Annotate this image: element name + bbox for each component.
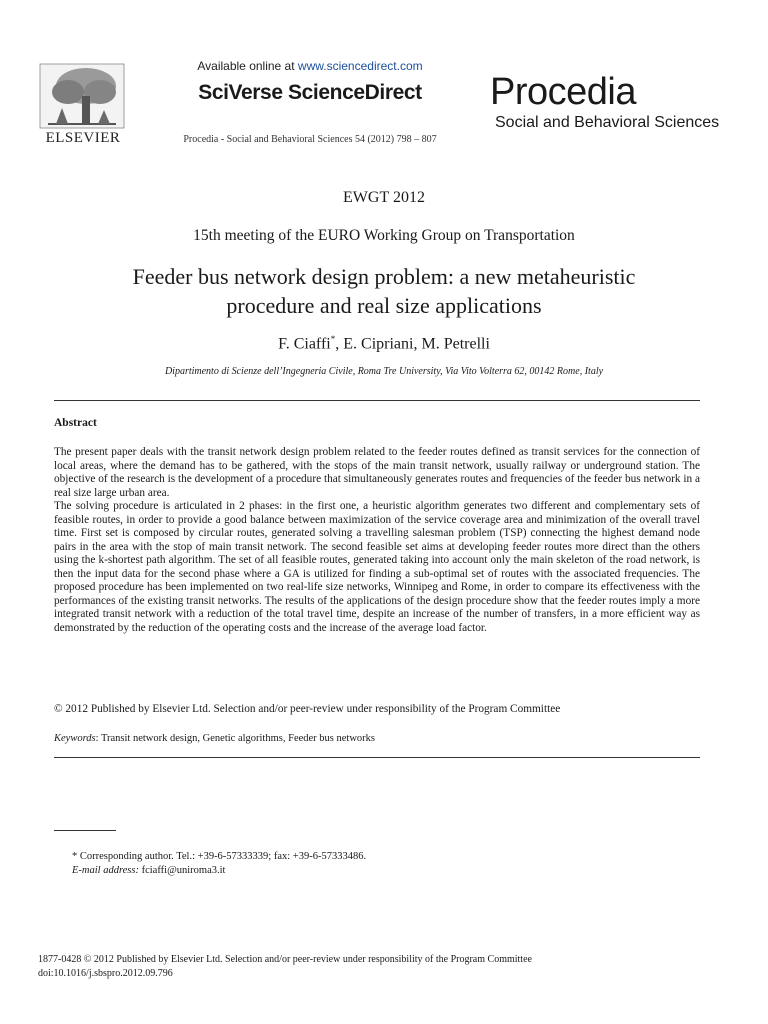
conference-name: EWGT 2012	[343, 189, 425, 206]
email-note	[72, 865, 225, 876]
journal-subtitle: Social and Behavioral Sciences	[495, 114, 720, 131]
abstract-body	[54, 446, 700, 635]
journal-brand: Procedia	[490, 71, 636, 113]
elsevier-wordmark: ELSEVIER	[45, 130, 121, 146]
abstract-heading: Abstract	[54, 417, 97, 429]
email-label: E-mail address:	[72, 865, 139, 876]
author-affiliation: Dipartimento di Scienze dell’Ingegneria Civile, Roma Tre University, Via Vito Volterra 62, 00142 Rome, Italy	[164, 366, 604, 377]
conference-description: 15th meeting of the EURO Working Group on Transportation	[193, 227, 575, 244]
copyright-notice: © 2012 Published by Elsevier Ltd. Selection and/or peer-review under responsibility of the Program Committee	[54, 703, 561, 715]
available-online-line	[150, 59, 470, 73]
email-address[interactable]: fciaffi@uniroma3.it	[138, 865, 226, 876]
keywords-text: : Transit network design, Genetic algorithms, Feeder bus networks	[95, 733, 376, 744]
author-list	[0, 334, 768, 353]
corresponding-author-marker: *	[330, 334, 336, 344]
sciencedirect-link[interactable]: www.sciencedirect.com	[297, 59, 423, 73]
corresponding-author-note: * Corresponding author. Tel.: +39-6-57333339; fax: +39-6-57333486.	[72, 851, 367, 862]
divider-bottom	[54, 757, 700, 758]
available-prefix: Available online at	[197, 59, 298, 73]
paper-title	[0, 262, 768, 320]
abstract-paragraph-2: The solving procedure is articulated in 2 phases: in the first one, a heuristic algorithm generates two different and complementary sets of feasible routes, in order to provide a good balance between maximization of the service coverage area and minimization of the overall travel time. First set is composed by circular routes, generated solving a travelling salesman problem (TSP) connecting the highest demand node pairs in the area with the stop of main transit network. The second feasible set aims at developing feeder routes more direct than the others using the k-shortest path algorithm. The set of all feasible routes, generated taking into account only the main skeleton of the road network, is then the input data for the second phase where a GA is utilized for finding a sub-optimal set of routes with the associated frequencies. The proposed procedure has been implemented on two real-life size networks, Winnipeg and Rome, in order to compare its effectiveness with the performances of the existing transit networks. The results of the applications of the design procedure show that the feeder routes imply a more integrated transit network with a reduction of the total travel time, despite an increase of the number of transfers, in a more efficient way as demonstrated by the reduction of the operating costs and the increase of the average load factor.	[54, 500, 700, 634]
issn-line: 1877-0428 © 2012 Published by Elsevier Ltd. Selection and/or peer-review under responsibility of the Program Committee	[38, 954, 532, 965]
divider-top	[54, 400, 700, 401]
author-first: F. Ciaffi	[278, 335, 331, 353]
paper-title-line-1: Feeder bus network design problem: a new metaheuristic	[132, 264, 636, 289]
platform-wordmark: SciVerse ScienceDirect	[198, 81, 422, 104]
keywords-label: Keywords	[54, 733, 96, 744]
abstract-paragraph-1: The present paper deals with the transit network design problem related to the feeder routes defined as transit services for the connection of local areas, where the demand has to be gathered, with the stops of the main transit network, usually railway or underground station. The objective of the research is the development of a procedure that simultaneously generates routes and frequencies of the feeder bus network in a real size large urban area.	[54, 446, 700, 499]
footnote-rule	[54, 830, 116, 831]
journal-reference: Procedia - Social and Behavioral Sciences 54 (2012) 798 – 807	[183, 134, 437, 145]
authors-rest: , E. Cipriani, M. Petrelli	[335, 335, 490, 353]
paper-title-line-2: procedure and real size applications	[226, 293, 542, 318]
keywords-line	[54, 733, 375, 744]
doi-line[interactable]: doi:10.1016/j.sbspro.2012.09.796	[38, 968, 173, 979]
